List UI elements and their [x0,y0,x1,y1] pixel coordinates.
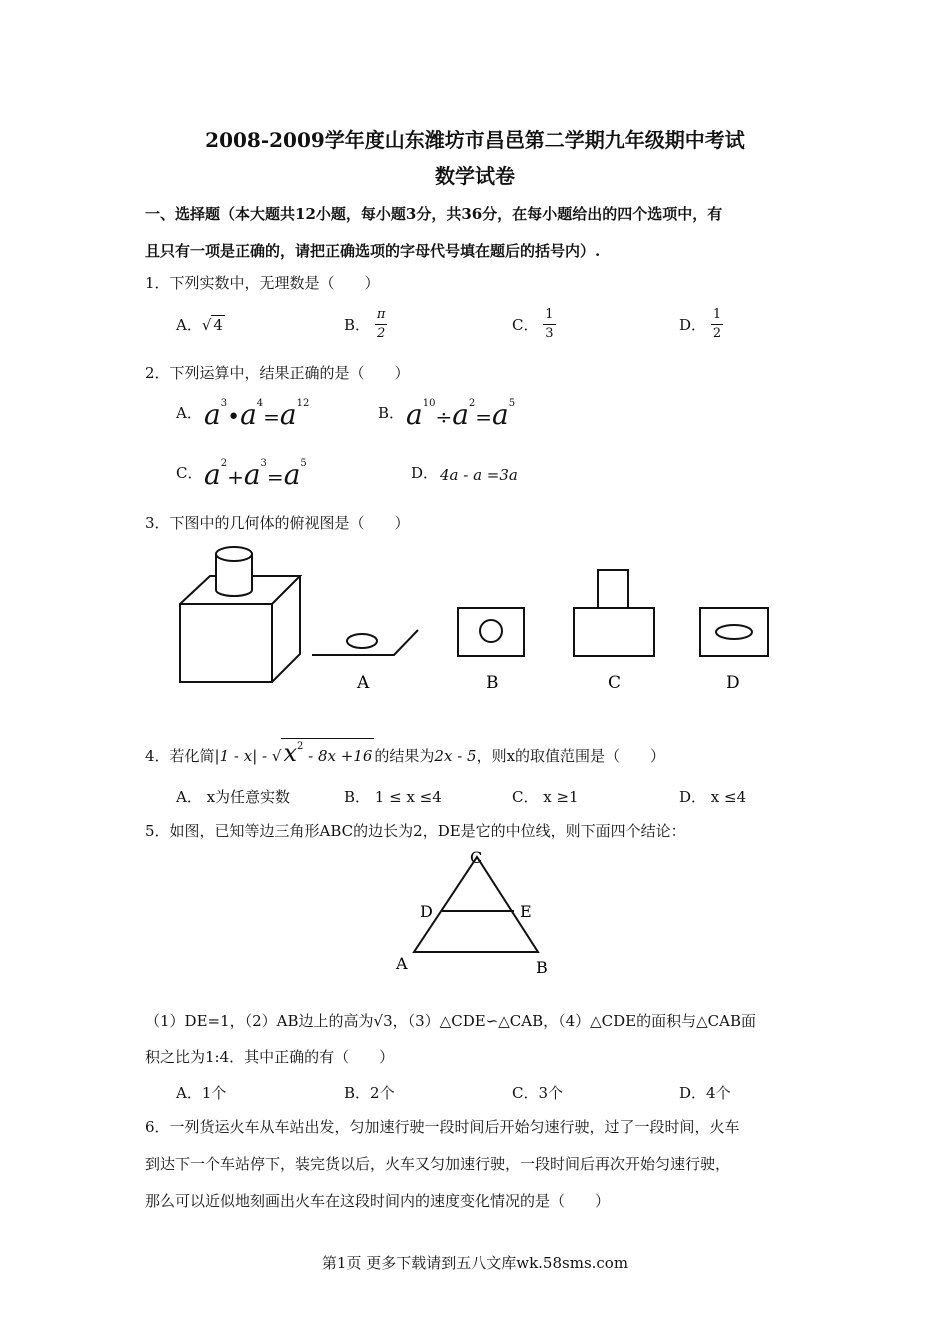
q5-stem: 5．如图，已知等边三角形ABC的边长为2，DE是它的中位线，则下面四个结论： [145,822,686,840]
option-a-figure [312,630,418,655]
solid-cylinder [216,547,252,596]
q2-a-label: A． [176,404,202,422]
q1-b-den: 2 [376,326,386,341]
q3-stem: 3．下图中的几何体的俯视图是（ ） [145,514,410,532]
q2-b-label: B． [378,404,405,422]
page-subtitle: 数学试卷 [435,164,515,188]
q1-b-label: B． [344,316,371,334]
option-c-figure [574,570,654,656]
q2-option-d-expr: 4a - a =3a [440,466,518,484]
q1-d-den: 2 [712,326,722,341]
q1-c-num: 1 [543,306,555,325]
q2-d-label: D． [411,464,439,482]
option-b-figure [458,608,524,656]
section-heading-line1: 一、选择题（本大题共12小题，每小题3分，共36分，在每小题给出的四个选项中，有 [145,205,723,223]
q1-option-a: A．√ 4 [176,316,223,334]
q6-line1: 6．一列货运火车从车站出发，匀加速行驶一段时间后开始匀速行驶，过了一段时间，火车 [145,1118,740,1136]
q5-option-b: B．2个 [344,1084,395,1102]
point-e-label: E [520,902,532,921]
q2-option-b-expr: $a^{10}\div a^2=a^5$ [406,398,516,431]
q1-option-c [512,306,556,343]
q1-c-label: C． [512,316,539,334]
q5-option-a: A．1个 [176,1084,227,1102]
q1-stem: 1．下列实数中，无理数是（ ） [145,274,380,292]
q1-a-label: A． [176,316,202,334]
point-d-label: D [420,902,433,921]
point-c-label: C [470,848,483,867]
q1-b-num: π [375,306,388,325]
point-b-label: B [536,958,548,977]
q4-option-b: B． 1 ≤ x ≤4 [344,788,442,806]
q2-stem: 2．下列运算中，结果正确的是（ ） [145,364,410,382]
q4-stem [145,738,665,767]
q1-option-d [679,306,723,343]
option-d-figure [700,608,768,656]
q6-line2: 到达下一个车站停下，装完货以后，火车又匀加速行驶，一段时间后再次开始匀速行驶， [145,1155,731,1173]
q5-conclusions-line2: 积之比为1:4．其中正确的有（ ） [145,1048,395,1066]
q4-result: 2x - 5 [434,747,477,765]
q3-label-c: C [608,673,622,693]
q5-conclusions-line1: （1）DE=1，（2）AB边上的高为√3，（3）△CDE∽△CAB，（4）△CDE的面积与△CAB面 [145,1012,757,1030]
q3-label-a: A [357,673,370,693]
q4-stem-mid: 的结果为 [374,747,435,765]
q1-d-label: D． [679,316,707,334]
q6-line3: 那么可以近似地刻画出火车在这段时间内的速度变化情况的是（ ） [145,1192,611,1210]
section-heading-line2: 且只有一项是正确的，请把正确选项的字母代号填在题后的括号内）. [145,242,601,260]
q3-figure [170,540,790,700]
q5-triangle-figure [390,845,560,980]
q4-stem-suffix: ，则x的取值范围是（ ） [476,747,666,765]
q4-option-a: A． x为任意实数 [176,788,291,806]
q4-option-d: D． x ≤4 [679,788,747,806]
q1-option-b [344,306,387,343]
page-footer: 第1页 更多下载请到五八文库wk.58sms.com [321,1254,629,1272]
q3-label-b: B [486,673,499,693]
q3-label-d: D [726,673,740,693]
q5-option-d: D．4个 [679,1084,731,1102]
q1-a-value: 4 [213,316,223,334]
q4-expression: $|1 - x| - √x^2 - 8x +16$ [214,739,373,767]
q5-option-c: C．3个 [512,1084,564,1102]
q2-option-c-expr: $a^2+a^3=a^5$ [204,458,307,491]
q4-stem-prefix: 4．若化简 [145,747,215,765]
page-title: 2008-2009学年度山东潍坊市昌邑第二学期九年级期中考试 [205,128,745,152]
q1-d-num: 1 [711,306,723,325]
point-a-label: A [396,954,408,973]
q1-c-den: 3 [545,326,554,341]
q2-option-a-expr: $a^3•a^4=a^{12}$ [204,398,310,431]
q2-c-label: C． [176,464,203,482]
q4-option-c: C． x ≥1 [512,788,579,806]
